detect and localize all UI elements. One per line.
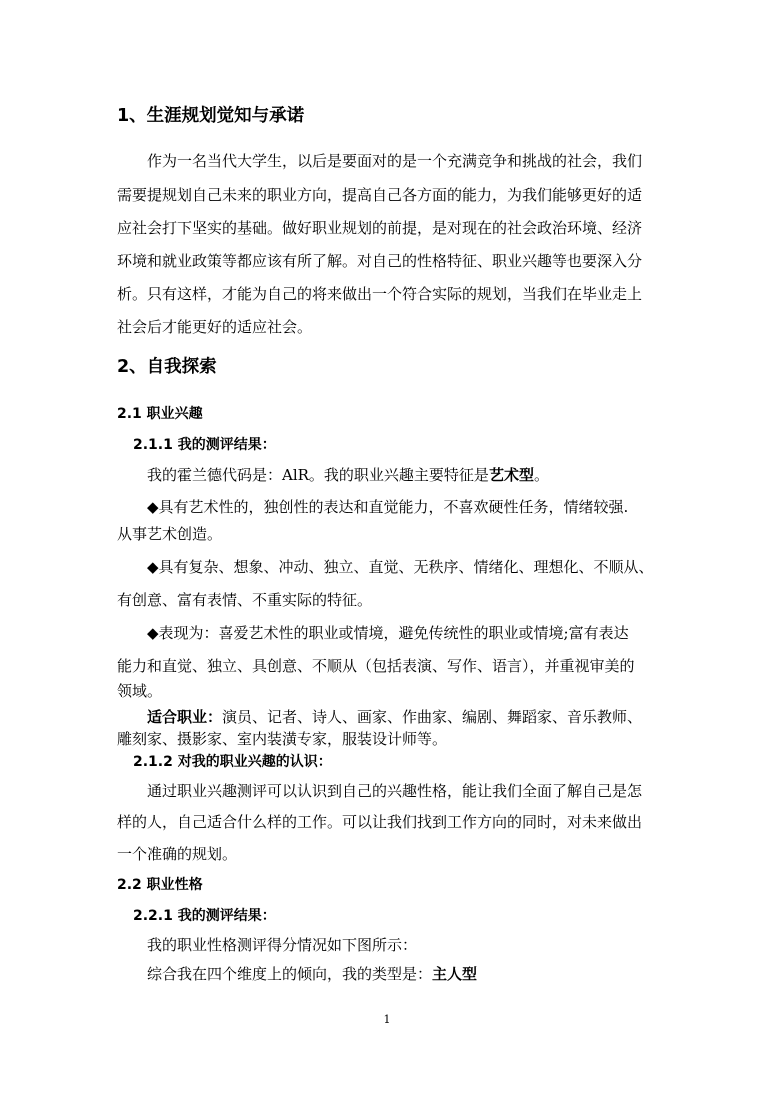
section1-line: 环境和就业政策等都应该有所了解。对自己的性格特征、职业兴趣等也要深入分 bbox=[117, 252, 643, 270]
holland-type: 艺术型 bbox=[488, 466, 534, 484]
section1-line: 作为一名当代大学生，以后是要面对的是一个充满竞争和挑战的社会，我们 bbox=[147, 152, 643, 170]
section1-heading: 1、生涯规划觉知与承诺 bbox=[117, 106, 305, 126]
suitable-jobs-line bbox=[147, 707, 662, 727]
suitable-jobs-label: 适合职业： bbox=[147, 708, 223, 726]
section-2-1-heading: 2.1 职业兴趣 bbox=[117, 406, 203, 422]
interest-understanding-line: 一个准确的规划。 bbox=[117, 845, 238, 863]
bullet-item-cont: 有创意、富有表情、不重实际的特征。 bbox=[117, 591, 373, 609]
suitable-jobs-text: 演员、记者、诗人、画家、作曲家、编剧、舞蹈家、音乐教师、 bbox=[222, 708, 643, 726]
interest-understanding-line: 样的人，自己适合什么样的工作。可以让我们找到工作方向的同时，对未来做出 bbox=[117, 813, 643, 831]
section-2-1-1-heading: 2.1.1 我的测评结果： bbox=[133, 437, 276, 453]
interest-understanding-line: 通过职业兴趣测评可以认识到自己的兴趣性格，能让我们全面了解自己是怎 bbox=[147, 782, 643, 800]
personality-result-line: 我的职业性格测评得分情况如下图所示： bbox=[147, 936, 418, 954]
bullet-item-cont: 能力和直觉、独立、具创意、不顺从（包括表演、写作、语言），并重视审美的 bbox=[117, 657, 635, 675]
holland-code-line bbox=[147, 465, 662, 485]
section-2-2-1-heading: 2.2.1 我的测评结果： bbox=[133, 908, 276, 924]
page-number: 1 bbox=[383, 1013, 391, 1026]
bullet-item: ◆具有复杂、想象、冲动、独立、直觉、无秩序、情绪化、理想化、不顺从、 bbox=[147, 558, 654, 576]
section1-line: 社会后才能更好的适应社会。 bbox=[117, 318, 313, 336]
bullet-item-cont: 从事艺术创造。 bbox=[117, 525, 223, 543]
holland-code-suffix: 。 bbox=[533, 466, 549, 484]
section1-line: 需要提规划自己未来的职业方向，提高自己各方面的能力，为我们能够更好的适 bbox=[117, 186, 643, 204]
personality-type: 主人型 bbox=[432, 965, 478, 983]
suitable-jobs-cont: 雕刻家、摄影家、室内装潢专家，服装设计师等。 bbox=[117, 730, 448, 748]
personality-type-line bbox=[147, 964, 662, 984]
section1-line: 析。只有这样，才能为自己的将来做出一个符合实际的规划，当我们在毕业走上 bbox=[117, 285, 643, 303]
section1-line: 应社会打下坚实的基础。做好职业规划的前提，是对现在的社会政治环境、经济 bbox=[117, 219, 643, 237]
section2-heading: 2、自我探索 bbox=[117, 357, 217, 377]
bullet-item: ◆具有艺术性的，独创性的表达和直觉能力，不喜欢硬性任务，情绪较强. bbox=[147, 498, 629, 516]
holland-code-text: 我的霍兰德代码是：AlR。我的职业兴趣主要特征是 bbox=[147, 466, 489, 484]
bullet-item: ◆表现为：喜爱艺术性的职业或情境，避免传统性的职业或情境;富有表达 bbox=[147, 624, 629, 642]
bullet-item-cont: 领域。 bbox=[117, 682, 163, 700]
personality-type-text: 综合我在四个维度上的倾向，我的类型是： bbox=[147, 965, 433, 983]
section-2-2-heading: 2.2 职业性格 bbox=[117, 877, 203, 893]
section-2-1-2-heading: 2.1.2 对我的职业兴趣的认识： bbox=[133, 754, 332, 770]
